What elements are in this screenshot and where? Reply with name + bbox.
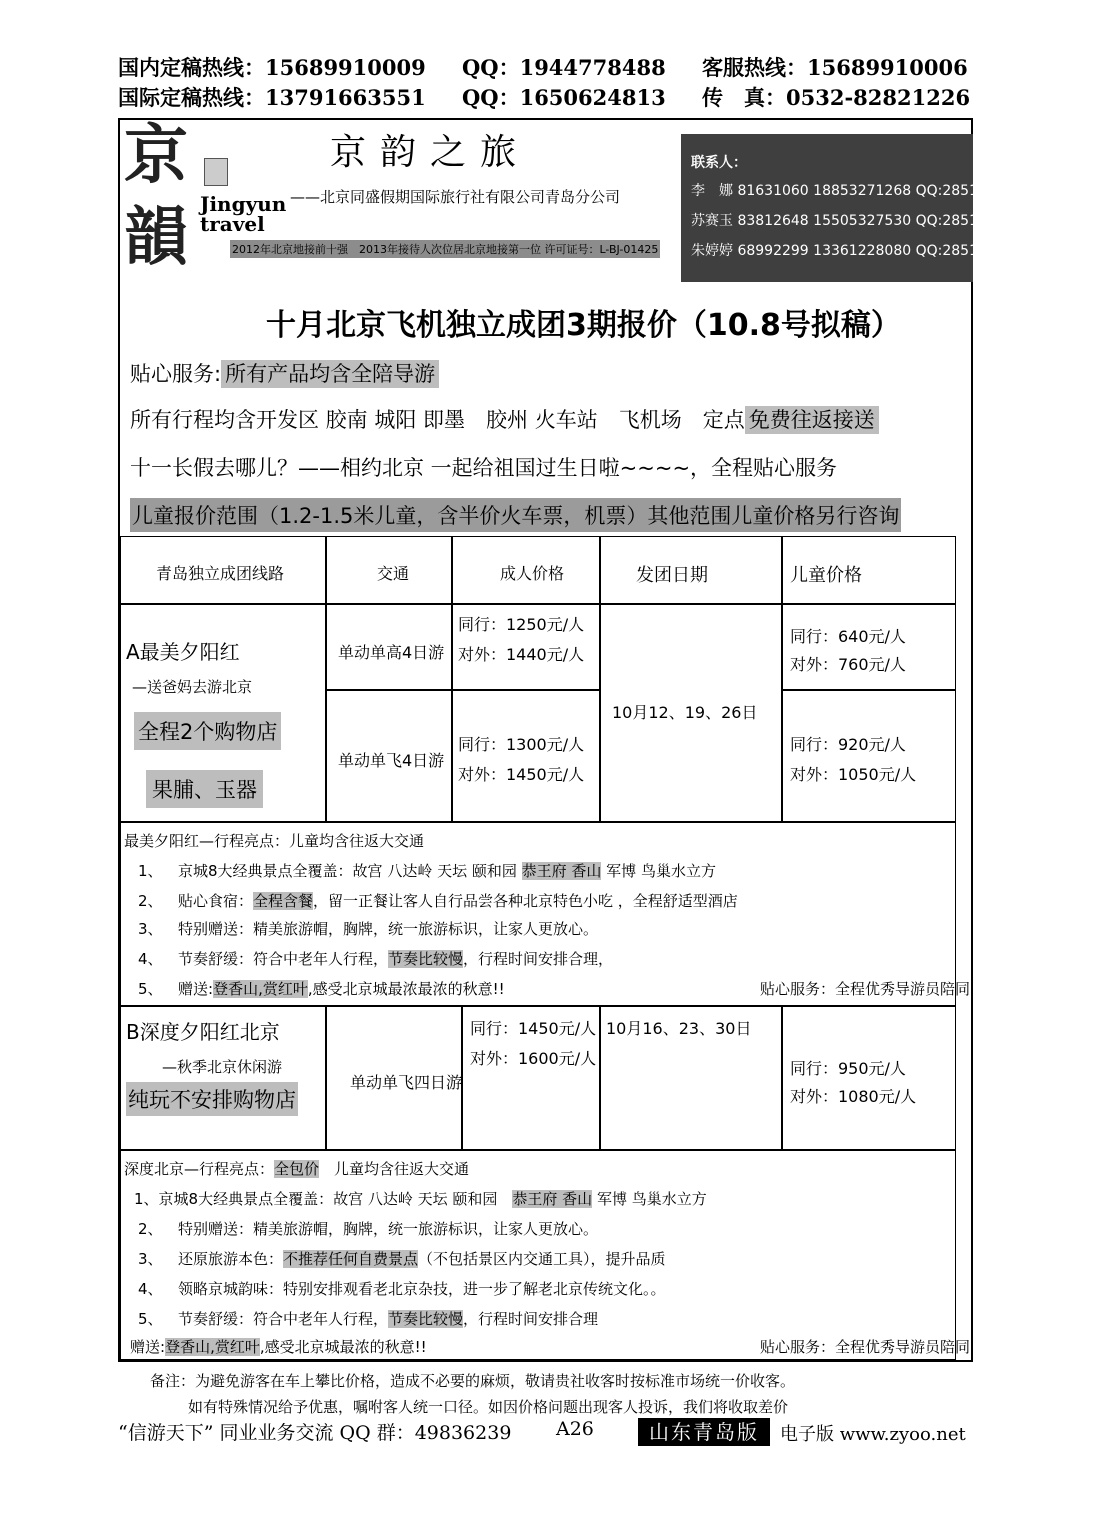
route-b-adult-public: 对外：1600元/人 — [470, 1049, 597, 1068]
intl-qq: QQ：1650624813 — [462, 85, 666, 110]
route-a-traffic-2: 单动单飞4日游 — [338, 751, 445, 770]
head-date: 发团日期 — [636, 565, 708, 586]
footer-qq-group: “信游天下” 同业业务交流 QQ 群：49836239 — [118, 1422, 512, 1444]
contacts-title: 联系人： — [691, 155, 747, 171]
license-bar: 2012年北京地接前十强 2013年接待人次位居北京地接第一位 许可证号：L-BJ-01425 — [230, 240, 660, 258]
route-b-hl-4 — [138, 1278, 666, 1299]
seal-icon — [204, 158, 228, 186]
note-line-2: 如有特殊情况给予优惠，嘱咐客人统一口径。如因价格问题出现客人投诉，我们将收取差价 — [188, 1398, 789, 1416]
route-b-adult-peer: 同行：1450元/人 — [470, 1019, 597, 1038]
route-a-adult-public-2: 对外：1450元/人 — [458, 765, 585, 784]
hl-text: 儿童均含往返大交通 — [319, 1160, 470, 1178]
hl-text: 军博 鸟巢水立方 — [601, 862, 716, 880]
route-b-hl-title — [124, 1158, 469, 1179]
route-a-shop: 全程2个购物店 — [134, 712, 281, 750]
hl-text: 京城8大经典景点全覆盖：故宫 八达岭 天坛 颐和园 — [178, 862, 522, 880]
contacts-box — [681, 134, 1032, 282]
note-line-1: 备注：为避免游客在车上攀比价格，造成不必要的麻烦，敬请贵社收客时按标准市场统一价收客。 — [150, 1372, 796, 1390]
hl-text: ，行程时间安排合理 — [463, 1310, 599, 1328]
route-a-child-peer-2: 同行：920元/人 — [790, 735, 906, 754]
head-adult-price: 成人价格 — [500, 564, 565, 583]
hl-num: 2、 — [138, 1220, 163, 1238]
hl-num: 4、 — [138, 1280, 163, 1298]
cell — [452, 690, 600, 822]
domestic-hotline: 国内定稿热线：15689910009 — [118, 55, 426, 80]
cell — [782, 690, 956, 822]
route-b-child-peer: 同行：950元/人 — [790, 1059, 906, 1078]
route-a-child-public-2: 对外：1050元/人 — [790, 765, 917, 784]
hl-num: 2、 — [138, 892, 163, 910]
cell — [782, 604, 956, 690]
hl-mark: 全程含餐 — [253, 892, 314, 910]
route-a-child-public-1: 对外：760元/人 — [790, 655, 906, 674]
brand-name: 京韵之旅 — [330, 132, 531, 173]
route-a-name: A最美夕阳红 — [126, 640, 240, 664]
route-a-hl-4 — [138, 948, 613, 969]
fax: 传 真：0532-82821226 — [702, 85, 971, 110]
intl-hotline: 国际定稿热线：13791663551 — [118, 85, 426, 110]
hl-mark: 登香山,赏红叶 — [213, 980, 308, 998]
footer-site: 电子版 www.zyoo.net — [780, 1424, 966, 1445]
hl-num: 5、 — [138, 980, 163, 998]
route-a-traffic-1: 单动单高4日游 — [338, 643, 445, 662]
hl-num: 4、 — [138, 950, 163, 968]
footer-edition: 山东青岛版 — [638, 1418, 770, 1446]
route-b-sub: —秋季北京休闲游 — [162, 1058, 283, 1076]
route-b-hl-5 — [138, 1308, 598, 1329]
hl-mark: 恭王府 香山 — [512, 1190, 593, 1208]
hl-text: 赠送: — [178, 980, 214, 998]
hl-text: 军博 鸟巢水立方 — [592, 1190, 707, 1208]
route-a-adult-peer-1: 同行：1250元/人 — [458, 615, 585, 634]
company-name: ——北京同盛假期国际旅行社有限公司青岛分公司 — [290, 188, 621, 206]
hl-mark: 恭王府 香山 — [521, 862, 602, 880]
route-b-shop: 纯玩不安排购物店 — [126, 1082, 298, 1116]
hl-text: 特别赠送：精美旅游帽，胸牌，统一旅游标识，让家人更放心。 — [178, 920, 599, 938]
route-a-hl-1 — [138, 860, 716, 881]
hl-text: 深度北京—行程亮点： — [124, 1160, 275, 1178]
hl-text: 还原旅游本色： — [178, 1250, 284, 1268]
hl-text: （不包括景区内交通工具），提升品质 — [418, 1250, 666, 1268]
route-b-gift — [130, 1336, 427, 1357]
hl-mark: 登香山,赏红叶 — [165, 1338, 260, 1356]
contact-row: 苏赛玉 83812648 15505327530 QQ:2851135170 — [691, 213, 1032, 229]
hl-text: 特别赠送：精美旅游帽，胸牌，统一旅游标识，让家人更放心。 — [178, 1220, 599, 1238]
hl-text: ,感受北京城最浓最浓的秋意!! — [307, 980, 505, 998]
service-label: 贴心服务: — [130, 362, 222, 386]
hl-text: ,感受北京城最浓的秋意!! — [259, 1338, 427, 1356]
hl-num: 1、 — [138, 862, 163, 880]
route-a-hl-title: 最美夕阳红—行程亮点：儿童均含往返大交通 — [124, 832, 425, 850]
route-a-date: 10月12、19、26日 — [612, 703, 758, 722]
logo-en-travel: travel — [200, 212, 265, 236]
route-a-adult-peer-2: 同行：1300元/人 — [458, 735, 585, 754]
route-a-child-peer-1: 同行：640元/人 — [790, 627, 906, 646]
route-b-hl-1 — [134, 1188, 707, 1209]
logo-char-jing: 京 — [124, 118, 188, 193]
hl-text: ，留一正餐让客人自行品尝各种北京特色小吃 ，全程舒适型酒店 — [313, 892, 738, 910]
route-b-name: B深度夕阳红北京 — [126, 1020, 280, 1044]
route-a-hl-5 — [138, 978, 505, 999]
hl-text: 京城8大经典景点全覆盖：故宫 八达岭 天坛 颐和园 — [158, 1190, 513, 1208]
route-b-hl-3 — [138, 1248, 666, 1269]
pickup-line — [130, 404, 879, 434]
route-b-hl-2 — [138, 1218, 598, 1239]
hl-text: 节奏舒缓：符合中老年人行程， — [178, 1310, 389, 1328]
hl-text: ，行程时间安排合理， — [463, 950, 614, 968]
child-range-line: 儿童报价范围（1.2-1.5米儿童，含半价火车票，机票）其他范围儿童价格另行咨询 — [130, 498, 901, 532]
hl-mark: 不推荐任何自费景点 — [283, 1250, 419, 1268]
hl-text: 贴心食宿： — [178, 892, 254, 910]
hl-text: 节奏舒缓：符合中老年人行程， — [178, 950, 389, 968]
route-b-service-note: 贴心服务：全程优秀导游员陪同 — [760, 1338, 971, 1356]
hl-mark: 节奏比较慢 — [388, 950, 464, 968]
hl-num: 1、 — [134, 1190, 159, 1208]
route-a-adult-public-1: 对外：1440元/人 — [458, 645, 585, 664]
route-a-service-note: 贴心服务：全程优秀导游员陪同 — [760, 980, 971, 998]
route-a-sub: —送爸妈去游北京 — [132, 678, 253, 696]
page-title: 十月北京飞机独立成团3期报价（10.8号拟稿） — [266, 308, 901, 343]
hl-num: 3、 — [138, 920, 163, 938]
head-traffic: 交通 — [377, 564, 410, 583]
head-child-price: 儿童价格 — [790, 565, 862, 586]
logo-char-yun: 韻 — [124, 200, 188, 275]
route-a-hl-2 — [138, 890, 738, 911]
hl-num: 5、 — [138, 1310, 163, 1328]
contact-row: 李 娜 81631060 18853271268 QQ:2851135176 — [691, 183, 1032, 199]
service-hotline: 客服热线：15689910006 — [702, 55, 968, 80]
hl-text: 赠送: — [130, 1338, 166, 1356]
footer-page: A26 — [556, 1418, 594, 1440]
pickup-highlight: 免费往返接送 — [745, 406, 879, 434]
head-route: 青岛独立成团线路 — [156, 564, 285, 583]
logo-en-jingyun: Jingyun — [200, 192, 287, 216]
hl-num: 3、 — [138, 1250, 163, 1268]
service-line — [130, 358, 439, 388]
pickup-text: 所有行程均含开发区 胶南 城阳 即墨 胶州 火车站 飞机场 定点 — [130, 408, 745, 432]
route-a-shop-items: 果脯、玉器 — [146, 770, 263, 808]
route-b-traffic: 单动单飞四日游 — [350, 1073, 463, 1092]
service-highlight: 所有产品均含全陪导游 — [221, 360, 439, 388]
contact-row: 朱婷婷 68992299 13361228080 QQ:2851135171 — [691, 243, 1032, 259]
route-a-hl-3 — [138, 918, 598, 939]
domestic-qq: QQ：1944778488 — [462, 55, 666, 80]
route-b-date: 10月16、23、30日 — [606, 1019, 752, 1038]
hl-mark: 节奏比较慢 — [388, 1310, 464, 1328]
hl-text: 领略京城韵味：特别安排观看老北京杂技，进一步了解老北京传统文化。。 — [178, 1280, 666, 1298]
holiday-line: 十一长假去哪儿？——相约北京 一起给祖国过生日啦~~~~，全程贴心服务 — [130, 456, 838, 480]
route-b-child-public: 对外：1080元/人 — [790, 1087, 917, 1106]
hl-mark: 全包价 — [274, 1160, 320, 1178]
